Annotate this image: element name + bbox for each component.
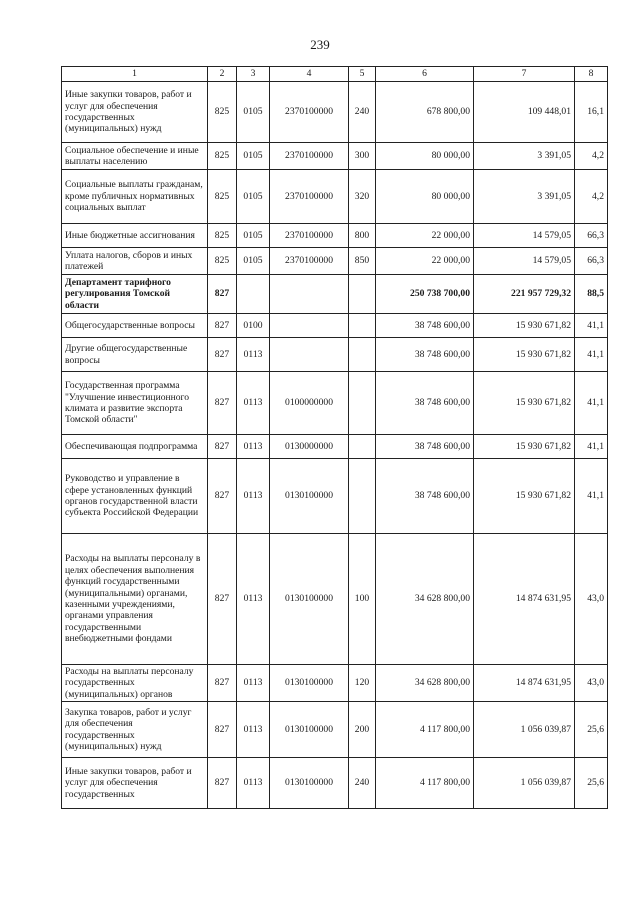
row-plan-amount-cell: 22 000,00	[376, 248, 474, 275]
row-plan-amount-cell: 38 748 600,00	[376, 372, 474, 435]
row-percent-cell: 66,3	[575, 224, 608, 248]
table-row	[62, 702, 608, 758]
row-target-code-cell: 2370100000	[270, 143, 349, 170]
row-target-code-cell: 2370100000	[270, 224, 349, 248]
column-header: 7	[474, 67, 575, 82]
row-admin-code-cell: 825	[208, 224, 237, 248]
row-name-cell: Общегосударственные вопросы	[62, 314, 208, 338]
row-target-code-cell: 2370100000	[270, 248, 349, 275]
row-percent-cell: 41,1	[575, 338, 608, 372]
row-admin-code-cell: 827	[208, 459, 237, 534]
row-target-code-cell: 0130100000	[270, 534, 349, 665]
row-admin-code-cell: 827	[208, 758, 237, 809]
table-row	[62, 338, 608, 372]
row-name-cell: Расходы на выплаты персоналу государственных (муниципальных) органов	[62, 665, 208, 702]
row-expense-type-cell: 300	[349, 143, 376, 170]
column-header: 8	[575, 67, 608, 82]
row-plan-amount-cell: 678 800,00	[376, 82, 474, 143]
row-percent-cell: 4,2	[575, 170, 608, 224]
row-expense-type-cell	[349, 459, 376, 534]
row-percent-cell: 41,1	[575, 435, 608, 459]
row-section-code-cell: 0113	[237, 459, 270, 534]
row-percent-cell: 25,6	[575, 702, 608, 758]
row-name-cell: Уплата налогов, сборов и иных платежей	[62, 248, 208, 275]
row-expense-type-cell: 320	[349, 170, 376, 224]
row-name-cell: Департамент тарифного регулирования Томской области	[62, 275, 208, 314]
row-admin-code-cell: 827	[208, 314, 237, 338]
row-expense-type-cell: 240	[349, 82, 376, 143]
row-percent-cell: 88,5	[575, 275, 608, 314]
row-section-code-cell: 0113	[237, 338, 270, 372]
row-section-code-cell: 0105	[237, 143, 270, 170]
row-plan-amount-cell: 34 628 800,00	[376, 665, 474, 702]
row-expense-type-cell	[349, 435, 376, 459]
row-expense-type-cell: 200	[349, 702, 376, 758]
row-admin-code-cell: 825	[208, 248, 237, 275]
table-row	[62, 82, 608, 143]
table-row	[62, 275, 608, 314]
column-header: 3	[237, 67, 270, 82]
row-actual-amount-cell: 1 056 039,87	[474, 702, 575, 758]
row-percent-cell: 66,3	[575, 248, 608, 275]
row-expense-type-cell: 100	[349, 534, 376, 665]
table-row	[62, 758, 608, 809]
table-row	[62, 224, 608, 248]
row-percent-cell: 4,2	[575, 143, 608, 170]
row-name-cell: Иные бюджетные ассигнования	[62, 224, 208, 248]
row-section-code-cell: 0105	[237, 224, 270, 248]
table-row	[62, 170, 608, 224]
row-actual-amount-cell: 3 391,05	[474, 170, 575, 224]
row-actual-amount-cell: 109 448,01	[474, 82, 575, 143]
row-admin-code-cell: 827	[208, 702, 237, 758]
row-plan-amount-cell: 38 748 600,00	[376, 338, 474, 372]
table-row	[62, 248, 608, 275]
row-name-cell: Закупка товаров, работ и услуг для обеспечения государственных (муниципальных) нужд	[62, 702, 208, 758]
row-plan-amount-cell: 22 000,00	[376, 224, 474, 248]
row-name-cell: Обеспечивающая подпрограмма	[62, 435, 208, 459]
row-target-code-cell: 0130000000	[270, 435, 349, 459]
row-plan-amount-cell: 4 117 800,00	[376, 758, 474, 809]
row-expense-type-cell: 240	[349, 758, 376, 809]
row-section-code-cell	[237, 275, 270, 314]
table-row	[62, 143, 608, 170]
row-actual-amount-cell: 15 930 671,82	[474, 372, 575, 435]
budget-table	[61, 66, 608, 809]
row-admin-code-cell: 827	[208, 534, 237, 665]
row-actual-amount-cell: 14 874 631,95	[474, 534, 575, 665]
table-row	[62, 534, 608, 665]
row-name-cell: Расходы на выплаты персоналу в целях обеспечения выполнения функций государственными (муниципальными) органами, казенными учреждениями, органами управления государственными внебюджетными фондами	[62, 534, 208, 665]
row-expense-type-cell: 850	[349, 248, 376, 275]
row-section-code-cell: 0113	[237, 372, 270, 435]
row-expense-type-cell	[349, 314, 376, 338]
row-target-code-cell: 0100000000	[270, 372, 349, 435]
row-admin-code-cell: 827	[208, 435, 237, 459]
row-target-code-cell: 0130100000	[270, 459, 349, 534]
row-expense-type-cell	[349, 372, 376, 435]
row-percent-cell: 43,0	[575, 665, 608, 702]
row-actual-amount-cell: 15 930 671,82	[474, 435, 575, 459]
row-expense-type-cell	[349, 275, 376, 314]
row-actual-amount-cell: 14 579,05	[474, 248, 575, 275]
row-percent-cell: 16,1	[575, 82, 608, 143]
row-target-code-cell: 2370100000	[270, 170, 349, 224]
row-percent-cell: 43,0	[575, 534, 608, 665]
row-name-cell: Социальное обеспечение и иные выплаты населению	[62, 143, 208, 170]
row-actual-amount-cell: 15 930 671,82	[474, 459, 575, 534]
row-plan-amount-cell: 38 748 600,00	[376, 314, 474, 338]
row-admin-code-cell: 827	[208, 338, 237, 372]
row-section-code-cell: 0105	[237, 170, 270, 224]
row-section-code-cell: 0105	[237, 82, 270, 143]
row-actual-amount-cell: 15 930 671,82	[474, 314, 575, 338]
row-plan-amount-cell: 38 748 600,00	[376, 459, 474, 534]
page-number: 239	[310, 37, 330, 52]
row-admin-code-cell: 825	[208, 82, 237, 143]
row-plan-amount-cell: 80 000,00	[376, 143, 474, 170]
row-target-code-cell: 0130100000	[270, 758, 349, 809]
row-name-cell: Другие общегосударственные вопросы	[62, 338, 208, 372]
row-section-code-cell: 0113	[237, 435, 270, 459]
row-target-code-cell	[270, 314, 349, 338]
row-admin-code-cell: 825	[208, 143, 237, 170]
row-actual-amount-cell: 221 957 729,32	[474, 275, 575, 314]
row-expense-type-cell: 800	[349, 224, 376, 248]
row-section-code-cell: 0113	[237, 665, 270, 702]
row-admin-code-cell: 827	[208, 665, 237, 702]
row-plan-amount-cell: 80 000,00	[376, 170, 474, 224]
row-target-code-cell: 0130100000	[270, 665, 349, 702]
row-name-cell: Государственная программа "Улучшение инвестиционного климата и развитие экспорта Томской области"	[62, 372, 208, 435]
row-name-cell: Социальные выплаты гражданам, кроме публичных нормативных социальных выплат	[62, 170, 208, 224]
table-header-row	[62, 67, 608, 82]
row-section-code-cell: 0100	[237, 314, 270, 338]
row-actual-amount-cell: 15 930 671,82	[474, 338, 575, 372]
row-name-cell: Иные закупки товаров, работ и услуг для обеспечения государственных (муниципальных) нужд	[62, 82, 208, 143]
column-header: 4	[270, 67, 349, 82]
row-name-cell: Иные закупки товаров, работ и услуг для обеспечения государственных	[62, 758, 208, 809]
column-header: 2	[208, 67, 237, 82]
row-section-code-cell: 0113	[237, 534, 270, 665]
table-row	[62, 665, 608, 702]
row-section-code-cell: 0113	[237, 702, 270, 758]
row-percent-cell: 41,1	[575, 459, 608, 534]
row-expense-type-cell	[349, 338, 376, 372]
row-plan-amount-cell: 250 738 700,00	[376, 275, 474, 314]
table-row	[62, 435, 608, 459]
row-actual-amount-cell: 14 579,05	[474, 224, 575, 248]
row-percent-cell: 41,1	[575, 372, 608, 435]
row-section-code-cell: 0105	[237, 248, 270, 275]
column-header: 5	[349, 67, 376, 82]
table-row	[62, 459, 608, 534]
row-plan-amount-cell: 34 628 800,00	[376, 534, 474, 665]
table-row	[62, 314, 608, 338]
column-header: 1	[62, 67, 208, 82]
row-name-cell: Руководство и управление в сфере установленных функций органов государственной власти субъекта Российской Федерации	[62, 459, 208, 534]
row-target-code-cell	[270, 275, 349, 314]
column-header: 6	[376, 67, 474, 82]
row-actual-amount-cell: 14 874 631,95	[474, 665, 575, 702]
row-plan-amount-cell: 38 748 600,00	[376, 435, 474, 459]
row-target-code-cell: 0130100000	[270, 702, 349, 758]
row-percent-cell: 25,6	[575, 758, 608, 809]
row-target-code-cell: 2370100000	[270, 82, 349, 143]
row-target-code-cell	[270, 338, 349, 372]
row-plan-amount-cell: 4 117 800,00	[376, 702, 474, 758]
table-row	[62, 372, 608, 435]
row-expense-type-cell: 120	[349, 665, 376, 702]
row-percent-cell: 41,1	[575, 314, 608, 338]
row-admin-code-cell: 827	[208, 372, 237, 435]
row-admin-code-cell: 825	[208, 170, 237, 224]
row-actual-amount-cell: 3 391,05	[474, 143, 575, 170]
row-section-code-cell: 0113	[237, 758, 270, 809]
row-actual-amount-cell: 1 056 039,87	[474, 758, 575, 809]
row-admin-code-cell: 827	[208, 275, 237, 314]
